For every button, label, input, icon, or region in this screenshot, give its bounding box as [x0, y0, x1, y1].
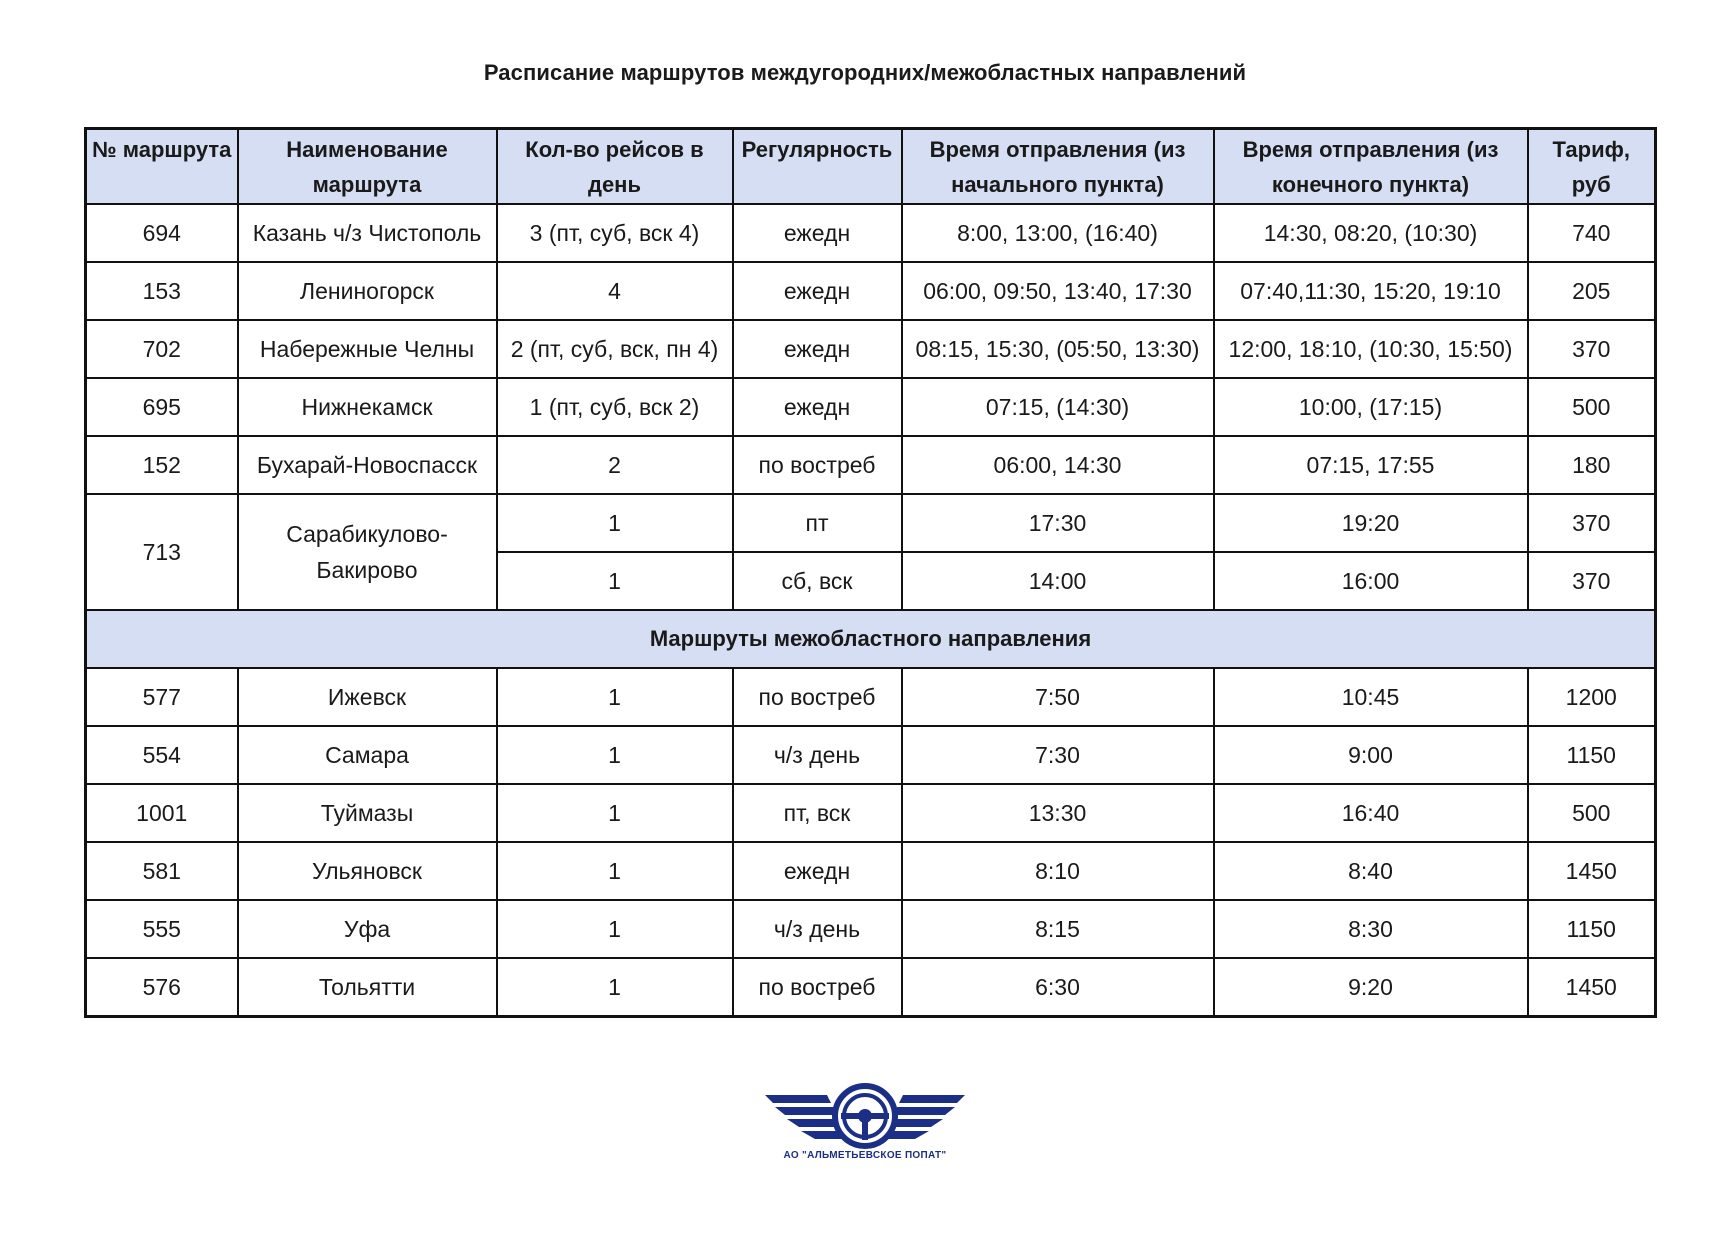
fare: 370 [1528, 552, 1656, 610]
fare: 500 [1528, 784, 1656, 842]
departure-start: 7:30 [902, 726, 1214, 784]
route-name: Туймазы [238, 784, 497, 842]
route-number: 555 [86, 900, 238, 958]
col-header-fare: Тариф, руб [1528, 129, 1656, 205]
route-name: Ульяновск [238, 842, 497, 900]
table-row [86, 262, 1656, 320]
departure-start: 13:30 [902, 784, 1214, 842]
fare: 1450 [1528, 842, 1656, 900]
route-name: Тольятти [238, 958, 497, 1017]
table-row [86, 320, 1656, 378]
route-number: 713 [86, 494, 238, 610]
departure-end: 16:40 [1214, 784, 1528, 842]
departure-end: 07:40,11:30, 15:20, 19:10 [1214, 262, 1528, 320]
fare: 370 [1528, 494, 1656, 552]
trips-per-day: 3 (пт, суб, вск 4) [497, 204, 733, 262]
departure-start: 8:10 [902, 842, 1214, 900]
col-header-route-name: Наименование маршрута [238, 129, 497, 205]
trips-per-day: 1 [497, 958, 733, 1017]
company-name: АО "АЛЬМЕТЬЕВСКОЕ ПОПАТ" [783, 1150, 947, 1161]
col-header-trips-per-day: Кол-во рейсов в день [497, 129, 733, 205]
table-row [86, 494, 1656, 552]
route-name: Сарабикулово-Бакирово [238, 494, 497, 610]
route-number: 581 [86, 842, 238, 900]
regularity: ежедн [733, 204, 902, 262]
departure-end: 9:00 [1214, 726, 1528, 784]
section-title: Маршруты межобластного направления [86, 610, 1656, 668]
route-number: 577 [86, 668, 238, 726]
trips-per-day: 1 (пт, суб, вск 2) [497, 378, 733, 436]
section-header-row [86, 610, 1656, 668]
fare: 1200 [1528, 668, 1656, 726]
regularity: ч/з день [733, 900, 902, 958]
departure-start: 06:00, 09:50, 13:40, 17:30 [902, 262, 1214, 320]
fare: 500 [1528, 378, 1656, 436]
trips-per-day: 1 [497, 552, 733, 610]
route-number: 554 [86, 726, 238, 784]
header-row [86, 129, 1656, 205]
fare: 1450 [1528, 958, 1656, 1017]
table-row [86, 784, 1656, 842]
regularity: ежедн [733, 320, 902, 378]
schedule-table [84, 127, 1657, 1018]
departure-start: 06:00, 14:30 [902, 436, 1214, 494]
fare: 180 [1528, 436, 1656, 494]
regularity: пт [733, 494, 902, 552]
route-name: Бухарай-Новоспасск [238, 436, 497, 494]
table-row [86, 726, 1656, 784]
trips-per-day: 1 [497, 668, 733, 726]
table-row [86, 958, 1656, 1017]
regularity: по востреб [733, 958, 902, 1017]
departure-end: 9:20 [1214, 958, 1528, 1017]
regularity: по востреб [733, 436, 902, 494]
departure-end: 8:30 [1214, 900, 1528, 958]
table-row [86, 900, 1656, 958]
table-row [86, 436, 1656, 494]
regularity: ежедн [733, 842, 902, 900]
route-number: 1001 [86, 784, 238, 842]
departure-start: 6:30 [902, 958, 1214, 1017]
trips-per-day: 2 [497, 436, 733, 494]
col-header-regularity: Регулярность [733, 129, 902, 205]
fare: 1150 [1528, 726, 1656, 784]
table-row [86, 668, 1656, 726]
route-name: Самара [238, 726, 497, 784]
route-name: Уфа [238, 900, 497, 958]
departure-end: 16:00 [1214, 552, 1528, 610]
fare: 740 [1528, 204, 1656, 262]
trips-per-day: 1 [497, 494, 733, 552]
departure-end: 8:40 [1214, 842, 1528, 900]
route-number: 695 [86, 378, 238, 436]
trips-per-day: 2 (пт, суб, вск, пн 4) [497, 320, 733, 378]
departure-start: 08:15, 15:30, (05:50, 13:30) [902, 320, 1214, 378]
regularity: ежедн [733, 378, 902, 436]
route-name: Набережные Челны [238, 320, 497, 378]
regularity: сб, вск [733, 552, 902, 610]
table-row [86, 204, 1656, 262]
trips-per-day: 1 [497, 784, 733, 842]
page-title: Расписание маршрутов междугородних/межобластных направлений [483, 60, 1247, 85]
departure-end: 14:30, 08:20, (10:30) [1214, 204, 1528, 262]
regularity: ч/з день [733, 726, 902, 784]
trips-per-day: 4 [497, 262, 733, 320]
trips-per-day: 1 [497, 726, 733, 784]
route-name: Лениногорск [238, 262, 497, 320]
route-name: Казань ч/з Чистополь [238, 204, 497, 262]
trips-per-day: 1 [497, 900, 733, 958]
departure-start: 14:00 [902, 552, 1214, 610]
departure-start: 17:30 [902, 494, 1214, 552]
departure-end: 10:00, (17:15) [1214, 378, 1528, 436]
departure-end: 07:15, 17:55 [1214, 436, 1528, 494]
route-number: 576 [86, 958, 238, 1017]
trips-per-day: 1 [497, 842, 733, 900]
route-number: 702 [86, 320, 238, 378]
col-header-departure-end: Время отправления (из конечного пункта) [1214, 129, 1528, 205]
table-row [86, 378, 1656, 436]
departure-start: 7:50 [902, 668, 1214, 726]
route-name: Нижнекамск [238, 378, 497, 436]
departure-end: 19:20 [1214, 494, 1528, 552]
col-header-route-number: № маршрута [86, 129, 238, 205]
route-number: 152 [86, 436, 238, 494]
route-name: Ижевск [238, 668, 497, 726]
route-number: 153 [86, 262, 238, 320]
departure-start: 8:00, 13:00, (16:40) [902, 204, 1214, 262]
departure-end: 10:45 [1214, 668, 1528, 726]
regularity: пт, вск [733, 784, 902, 842]
col-header-departure-start: Время отправления (из начального пункта) [902, 129, 1214, 205]
route-number: 694 [86, 204, 238, 262]
regularity: ежедн [733, 262, 902, 320]
fare: 205 [1528, 262, 1656, 320]
departure-end: 12:00, 18:10, (10:30, 15:50) [1214, 320, 1528, 378]
regularity: по востреб [733, 668, 902, 726]
table-row [86, 842, 1656, 900]
departure-start: 07:15, (14:30) [902, 378, 1214, 436]
departure-start: 8:15 [902, 900, 1214, 958]
fare: 370 [1528, 320, 1656, 378]
fare: 1150 [1528, 900, 1656, 958]
